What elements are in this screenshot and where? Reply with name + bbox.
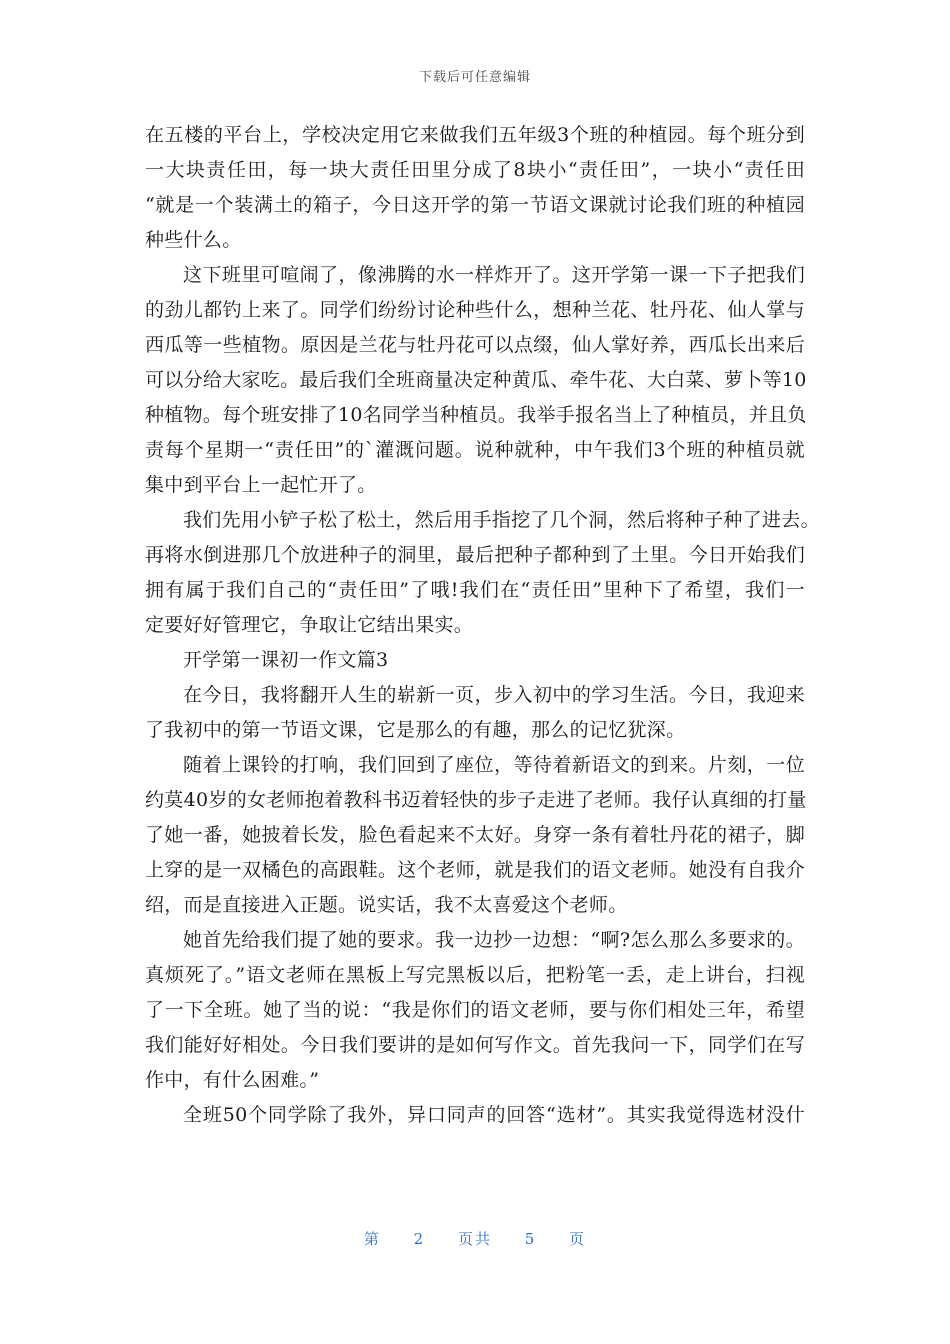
paragraph bbox=[145, 678, 805, 748]
document-body bbox=[145, 118, 820, 1133]
text-line: 我们能好好相处。今日我们要讲的是如何写作文。首先我问一下，同学们在写 bbox=[145, 1034, 805, 1056]
text-line: 了一下全班。她了当的说：“我是你们的语文老师，要与你们相处三年，希望 bbox=[145, 999, 805, 1021]
page-label-middle: 页共 bbox=[457, 1230, 492, 1248]
text-line: 再将水倒进那几个放进种子的洞里，最后把种子都种到了土里。今日开始我们 bbox=[145, 544, 805, 566]
text-line: 随着上课铃的打响，我们回到了座位，等待着新语文的到来。片刻，一位 bbox=[183, 754, 805, 776]
text-line: 绍，而是直接进入正题。说实话，我不太喜爱这个老师。 bbox=[145, 894, 628, 916]
text-line: 真烦死了。”语文老师在黑板上写完黑板以后，把粉笔一丢，走上讲台，扫视 bbox=[145, 964, 805, 986]
text-line: 定要好好管理它，争取让它结出果实。 bbox=[145, 614, 474, 636]
text-line: 可以分给大家吃。最后我们全班商量决定种黄瓜、牵牛花、大白菜、萝卜等10 bbox=[145, 369, 807, 391]
text-line: 了我初中的第一节语文课，它是那么的有趣，那么的记忆犹深。 bbox=[145, 719, 686, 741]
text-line: 一大块责任田，每一块大责任田里分成了8块小“责任田”，一块小“责任田 bbox=[145, 159, 805, 181]
text-line: 的劲儿都钓上来了。同学们纷纷讨论种些什么，想种兰花、牡丹花、仙人掌与 bbox=[145, 299, 805, 321]
text-line: 责每个星期一“责任田”的`灌溉问题。说种就种，中午我们3个班的种植员就 bbox=[145, 439, 805, 461]
text-line: 集中到平台上一起忙开了。 bbox=[145, 474, 377, 496]
text-line: 我们先用小铲子松了松土，然后用手指挖了几个洞，然后将种子种了进去。 bbox=[183, 509, 820, 531]
text-line: 全班50个同学除了我外，异口同声的回答“选材”。其实我觉得选材没什 bbox=[183, 1104, 805, 1126]
text-line: 上穿的是一双橘色的高跟鞋。这个老师，就是我们的语文老师。她没有自我介 bbox=[145, 859, 805, 881]
text-line: 在今日，我将翻开人生的崭新一页，步入初中的学习生活。今日，我迎来 bbox=[183, 684, 805, 706]
page-label-suffix: 页 bbox=[569, 1230, 587, 1248]
page-label-prefix: 第 bbox=[363, 1230, 381, 1248]
text-line: 作中，有什么困难。” bbox=[145, 1069, 320, 1091]
text-line: 这下班里可喧闹了，像沸腾的水一样炸开了。这开学第一课一下子把我们 bbox=[183, 264, 805, 286]
text-line: “就是一个装满土的箱子，今日这开学的第一节语文课就讨论我们班的种植园 bbox=[145, 194, 805, 216]
text-line: 种植物。每个班安排了10名同学当种植员。我举手报名当上了种植员，并且负 bbox=[145, 404, 807, 426]
paragraph bbox=[145, 923, 805, 1098]
text-line: 她首先给我们提了她的要求。我一边抄一边想：“啊?怎么那么多要求的。 bbox=[183, 929, 805, 951]
text-line: 种些什么。 bbox=[145, 229, 242, 251]
text-line: 在五楼的平台上，学校决定用它来做我们五年级3个班的种植园。每个班分到 bbox=[145, 124, 805, 146]
current-page-number: 2 bbox=[413, 1230, 426, 1248]
total-page-count: 5 bbox=[524, 1230, 537, 1248]
paragraph bbox=[145, 1098, 805, 1133]
paragraph bbox=[145, 258, 805, 503]
text-line: 了她一番，她披着长发，脸色看起来不太好。身穿一条有着牡丹花的裙子，脚 bbox=[145, 824, 805, 846]
page-footer bbox=[0, 1228, 950, 1249]
text-line: 拥有属于我们自己的“责任田”了哦!我们在“责任田”里种下了希望，我们一 bbox=[145, 579, 805, 601]
text-line: 开学第一课初一作文篇3 bbox=[183, 649, 389, 671]
text-line: 约莫40岁的女老师抱着教科书迈着轻快的步子走进了老师。我仔认真细的打量 bbox=[145, 789, 807, 811]
page-header: 下载后可任意编辑 bbox=[418, 70, 531, 85]
paragraph bbox=[145, 118, 805, 258]
paragraph bbox=[145, 748, 805, 923]
paragraph bbox=[145, 503, 820, 643]
text-line: 西瓜等一些植物。原因是兰花与牡丹花可以点缀，仙人掌好养，西瓜长出来后 bbox=[145, 334, 805, 356]
section-heading bbox=[145, 643, 805, 678]
